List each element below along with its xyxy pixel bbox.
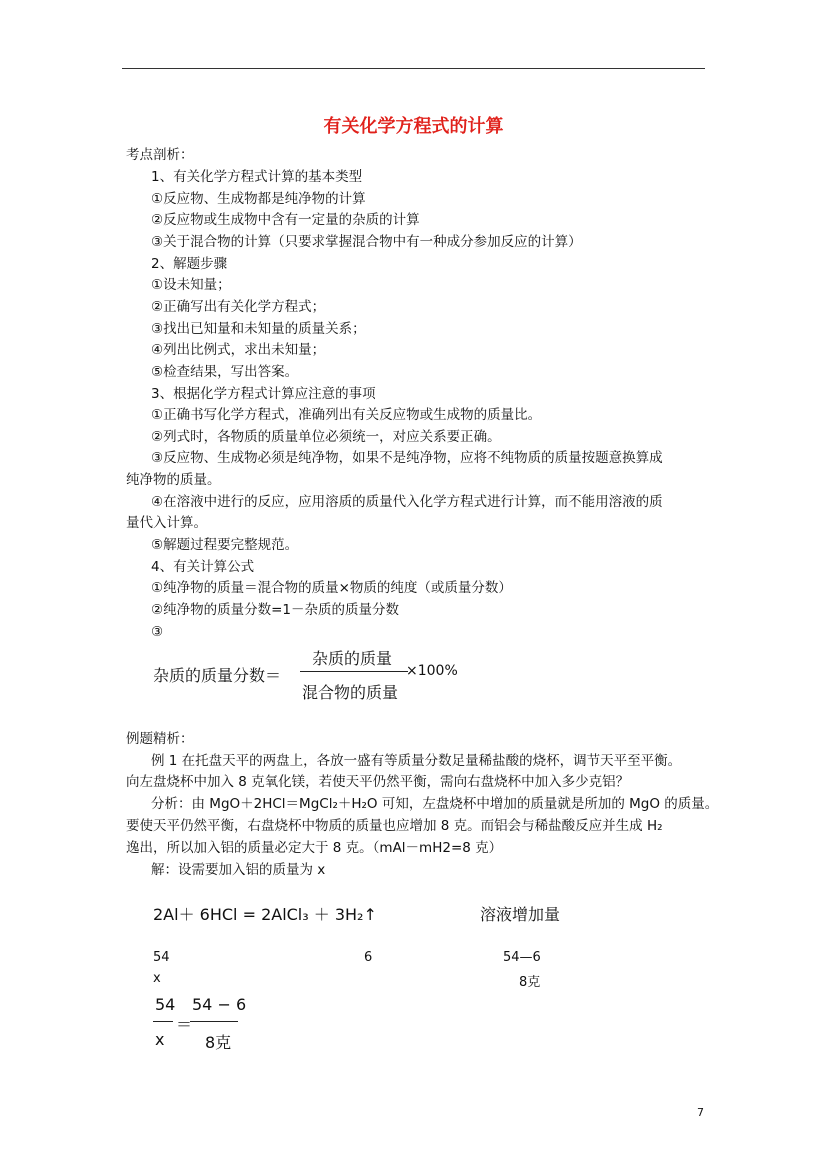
text-line: ①纯净物的质量＝混合物的质量×物质的纯度（或质量分数） — [151, 580, 512, 596]
text-line: ②正确写出有关化学方程式； — [151, 299, 326, 315]
text-line: ③找出已知量和未知量的质量关系； — [151, 321, 366, 337]
proportion-equals: ＝ — [176, 1015, 193, 1034]
text-line: ②纯净物的质量分数=1－杂质的质量分数 — [151, 602, 400, 618]
header-rule — [122, 68, 705, 69]
chemical-equation: 2Al＋ 6HCl = 2AlCl₃ ＋ 3H₂↑ — [153, 905, 377, 924]
text-line: ①正确书写化学方程式，准确列出有关反应物或生成物的质量比。 — [151, 407, 542, 423]
ratio-value: 54 — [153, 950, 170, 965]
formula-numerator: 杂质的质量 — [312, 649, 393, 668]
formula-denominator: 混合物的质量 — [302, 683, 399, 702]
proportion-numerator: 54 − 6 — [192, 995, 247, 1014]
formula-left: 杂质的质量分数＝ — [153, 666, 282, 685]
text-line: ①设未知量； — [151, 277, 231, 293]
formula-right: ×100% — [406, 663, 458, 679]
text-line: 要使天平仍然平衡，右盘烧杯中物质的质量也应增加 8 克。而铝会与稀盐酸反应并生成 H₂ — [126, 818, 663, 834]
text-line: 分析：由 MgO＋2HCl＝MgCl₂＋H₂O 可知，左盘烧杯中增加的质量就是所加的 MgO 的质量。 — [151, 796, 719, 812]
ratio-value: 54—6 — [503, 950, 541, 965]
text-line: ③ — [151, 624, 164, 640]
page-title: 有关化学方程式的计算 — [323, 116, 504, 137]
proportion-denominator: 8克 — [205, 1033, 232, 1052]
text-line: 向左盘烧杯中加入 8 克氧化镁，若使天平仍然平衡，需向右盘烧杯中加入多少克铝？ — [126, 774, 630, 790]
fraction-bar — [153, 1021, 173, 1022]
text-line: ③反应物、生成物必须是纯净物，如果不是纯净物，应将不纯物质的质量按题意换算成 — [151, 450, 663, 466]
text-line: 逸出，所以加入铝的质量必定大于 8 克。（mAl－mH2=8 克） — [126, 840, 503, 856]
text-line: 2、解题步骤 — [151, 256, 228, 272]
text-line: 解：设需要加入铝的质量为 x — [151, 862, 326, 878]
text-line: 纯净物的质量。 — [126, 472, 221, 488]
text-line: 4、有关计算公式 — [151, 559, 255, 575]
proportion-denominator: x — [155, 1030, 165, 1049]
section-heading: 考点剖析： — [126, 147, 194, 163]
page-number: 7 — [697, 1106, 704, 1119]
text-line: 3、根据化学方程式计算应注意的事项 — [151, 386, 376, 402]
fraction-bar — [300, 671, 408, 672]
text-line: 1、有关化学方程式计算的基本类型 — [151, 169, 363, 185]
fraction-bar — [190, 1021, 238, 1022]
text-line: ②反应物或生成物中含有一定量的杂质的计算 — [151, 212, 420, 228]
ratio-value: 6 — [364, 950, 373, 965]
text-line: ③关于混合物的计算（只要求掌握混合物中有一种成分参加反应的计算） — [151, 234, 582, 250]
text-line: ⑤检查结果，写出答案。 — [151, 364, 299, 380]
text-line: ②列式时，各物质的质量单位必须统一，对应关系要正确。 — [151, 429, 501, 445]
proportion-numerator: 54 — [155, 995, 176, 1014]
text-line: 量代入计算。 — [126, 515, 207, 531]
text-line: 例 1 在托盘天平的两盘上，各放一盛有等质量分数足量稀盐酸的烧杯，调节天平至平衡。 — [151, 753, 682, 769]
ratio-value: 8克 — [519, 975, 541, 990]
text-line: ④在溶液中进行的反应，应用溶质的质量代入化学方程式进行计算，而不能用溶液的质 — [151, 494, 663, 510]
equation-label: 溶液增加量 — [480, 905, 561, 924]
ratio-value: x — [153, 971, 161, 986]
text-line: ⑤解题过程要完整规范。 — [151, 537, 299, 553]
text-line: ①反应物、生成物都是纯净物的计算 — [151, 191, 366, 207]
section-heading: 例题精析： — [126, 731, 194, 747]
text-line: ④列出比例式，求出未知量； — [151, 342, 326, 358]
